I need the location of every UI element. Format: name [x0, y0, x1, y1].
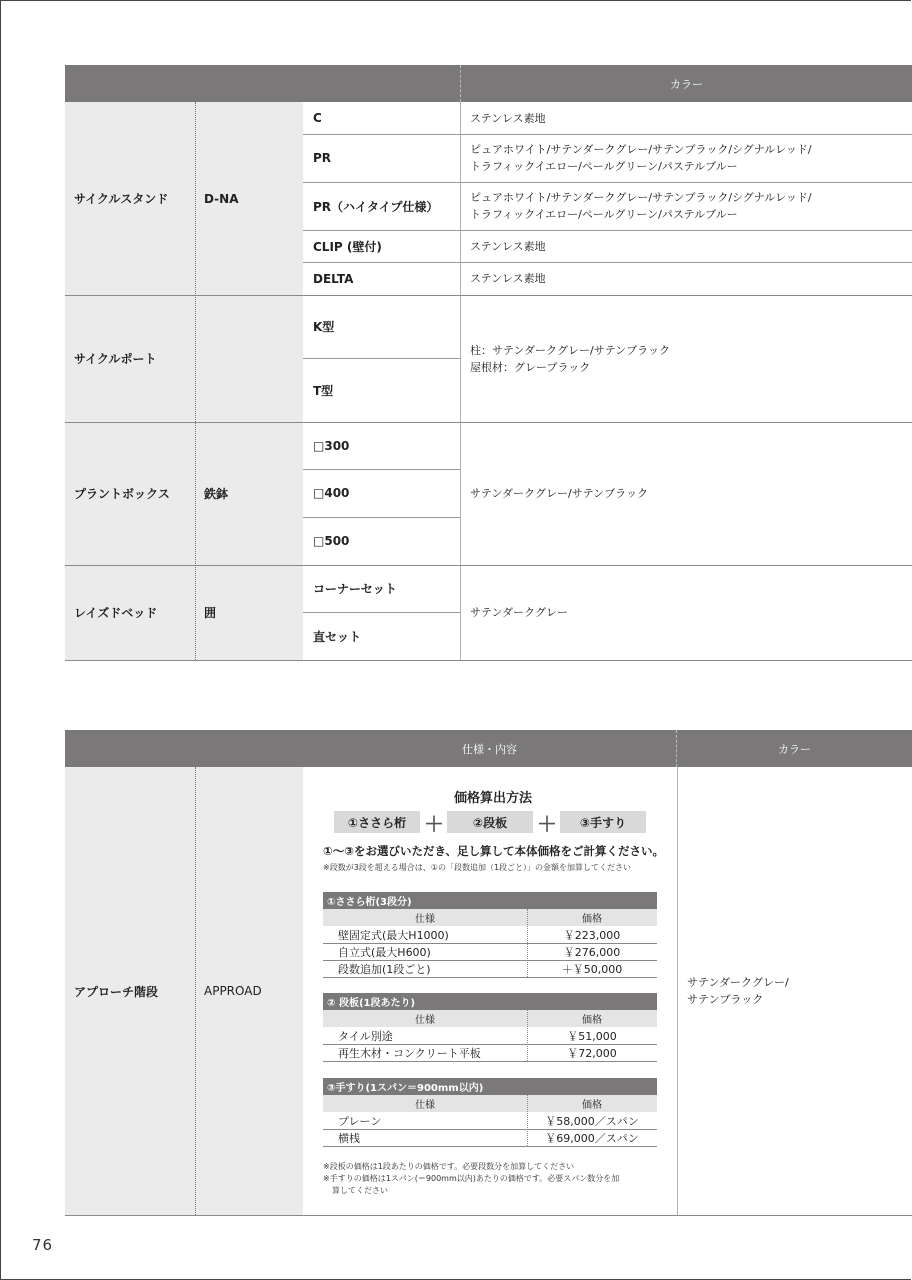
- option-k-type: K型: [313, 320, 335, 334]
- table-row-spec: 自立式(最大H600): [338, 945, 431, 959]
- table-header-2: [65, 730, 912, 767]
- option-straight-set: 直セット: [313, 629, 362, 644]
- model-approad: APPROAD: [204, 984, 262, 998]
- col-spec: 仕様: [323, 909, 527, 926]
- col-price: 価格: [527, 909, 657, 926]
- plus-sign-2: ＋: [537, 812, 557, 836]
- category-raised-bed: レイズドベッド: [74, 606, 158, 620]
- option-t-type: T型: [313, 383, 334, 398]
- table-row-spec: プレーン: [338, 1114, 382, 1128]
- model-tetsubachi: 鉄鉢: [204, 487, 229, 501]
- table-row-spec: タイル別途: [338, 1029, 393, 1043]
- step-chip-1: ①ささら桁: [334, 811, 420, 833]
- pricing-lead-note: ※段数が3段を超える場合は、①の「段数追加（1段ごと）」の金額を加算してください: [323, 863, 632, 872]
- color-clip: ステンレス素地: [470, 239, 546, 253]
- table-row-price: ￥51,000: [567, 1029, 617, 1043]
- col-spec: 仕様: [323, 1010, 527, 1027]
- category-approach-stairs: アプローチ階段: [74, 984, 159, 999]
- table-row-price: ＋￥50,000: [561, 962, 623, 976]
- category-cycle-stand: サイクルスタンド: [74, 192, 169, 206]
- pricing-title: 価格算出方法: [453, 791, 532, 806]
- table-row-price: ￥223,000: [563, 928, 621, 942]
- col-price: 価格: [527, 1095, 657, 1112]
- model-kakoi: 囲: [204, 606, 217, 620]
- pricing-lead: ①～③をお選びいただき、足し算して本体価格をご計算ください。: [323, 844, 665, 858]
- table-title-step-board: ② 段板(1段あたり): [323, 993, 657, 1010]
- color-plant-box: サテンダークグレー/サテンブラック: [470, 487, 648, 500]
- option-c: C: [313, 111, 322, 125]
- step-chip-2: ②段板: [447, 811, 533, 833]
- footnote-2: ※手すりの価格は1スパン(＝900mm以内)あたりの価格です。必要スパン数分を加: [323, 1174, 620, 1183]
- table-row-price: ￥58,000／スパン: [545, 1114, 639, 1128]
- option-400: □400: [313, 486, 350, 500]
- model-d-na: D-NA: [204, 191, 239, 206]
- category-cycle-port: サイクルポート: [74, 352, 157, 366]
- col-price: 価格: [527, 1010, 657, 1027]
- color-delta: ステンレス素地: [470, 272, 546, 285]
- table-header: [65, 65, 912, 102]
- color-c: ステンレス素地: [470, 111, 546, 125]
- table-row-spec: 段数追加(1段ごと): [338, 962, 431, 976]
- option-delta: DELTA: [313, 271, 354, 286]
- option-pr-high: PR（ハイタイプ仕様）: [313, 199, 439, 214]
- page-number: 76: [32, 1236, 54, 1254]
- option-300: □300: [313, 438, 350, 453]
- option-clip: CLIP (壁付): [313, 239, 382, 254]
- table-title-sasara: ①ささら桁(3段分): [323, 892, 657, 909]
- table-row-spec: 壁固定式(最大H1000): [338, 928, 449, 942]
- header-color-label: カラー: [670, 77, 703, 91]
- color-pr: ピュアホワイト/サテンダークグレー/サテンブラック/シグナルレッド/ トラフィックイエロー/ペールグリーン/パステルブルー: [470, 143, 812, 173]
- option-500: □500: [313, 534, 350, 548]
- footnote-3: 算してください: [332, 1186, 388, 1195]
- option-corner-set: コーナーセット: [313, 582, 397, 596]
- step-chip-3: ③手すり: [560, 811, 646, 833]
- col-spec: 仕様: [323, 1095, 527, 1112]
- header-color-label-2: カラー: [778, 742, 811, 756]
- color-raised-bed: サテンダークグレー: [470, 606, 569, 619]
- option-pr: PR: [313, 151, 332, 165]
- table-row-spec: 横桟: [338, 1131, 360, 1145]
- color-cycle-port: 柱：サテンダークグレー/サテンブラック 屋根材：グレーブラック: [470, 343, 670, 374]
- table-row-price: ￥276,000: [563, 945, 621, 959]
- table-row-spec: 再生木材・コンクリート平板: [338, 1046, 481, 1060]
- footnote-1: ※段板の価格は1段あたりの価格です。必要段数分を加算してください: [323, 1162, 575, 1171]
- color-pr-high: ピュアホワイト/サテンダークグレー/サテンブラック/シグナルレッド/ トラフィックイエロー/ペールグリーン/パステルブルー: [470, 191, 812, 221]
- header-spec-label: 仕様・内容: [462, 742, 517, 756]
- plus-sign-1: ＋: [424, 812, 444, 836]
- table-title-handrail: ③手すり(1スパン＝900mm以内): [323, 1078, 657, 1095]
- table-row-price: ￥69,000／スパン: [545, 1131, 639, 1145]
- category-plant-box: プラントボックス: [74, 487, 170, 501]
- color-approad: サテンダークグレー/ サテンブラック: [687, 976, 789, 1006]
- table-row-price: ￥72,000: [567, 1046, 617, 1060]
